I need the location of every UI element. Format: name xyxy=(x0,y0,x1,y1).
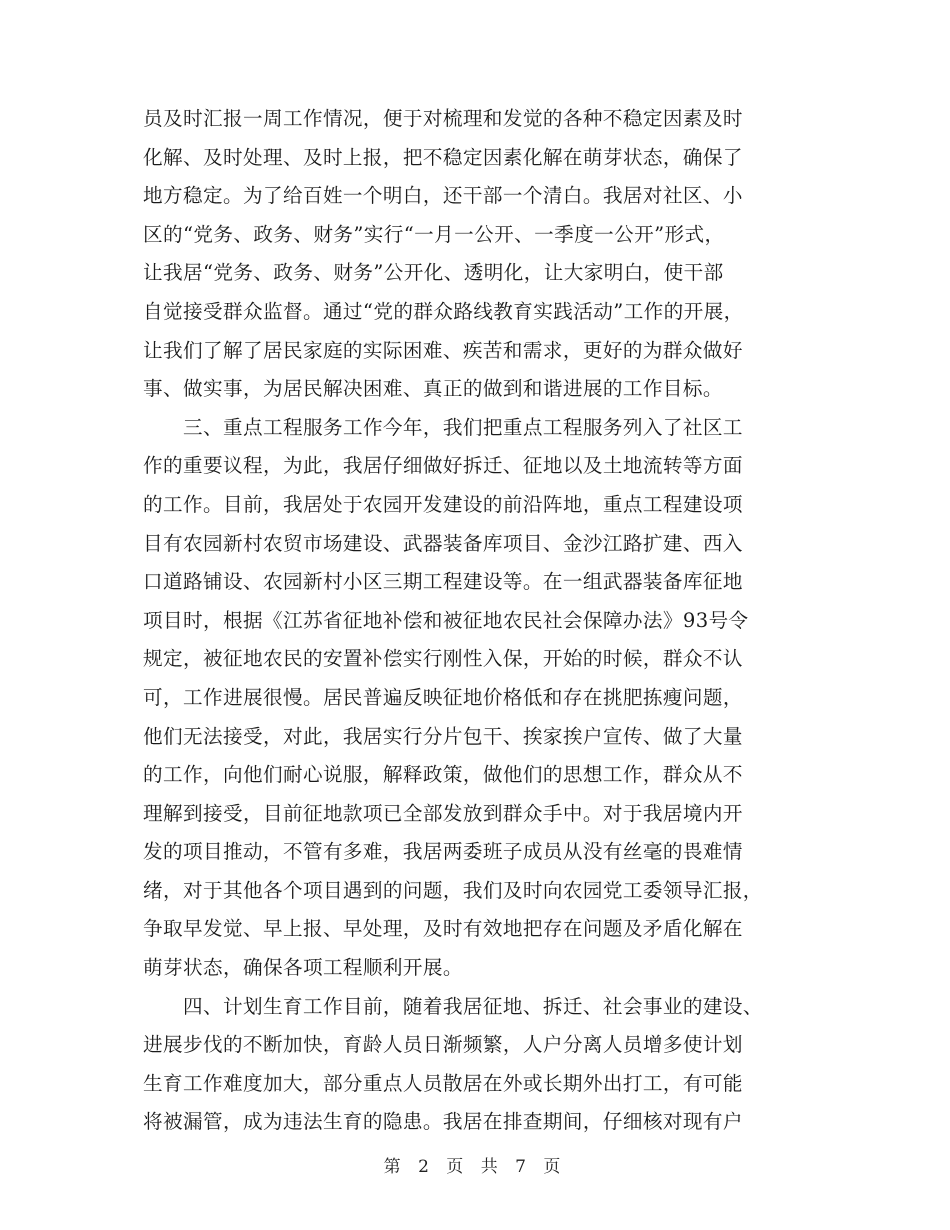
text-line: 事、做实事，为居民解决困难、真正的做到和谐进展的工作目标。 xyxy=(143,377,723,401)
text-line: 目有农园新村农贸市场建设、武器装备库项目、金沙江路扩建、西入 xyxy=(143,531,743,555)
text-line: 自觉接受群众监督。通过“党的群众路线教育实践活动”工作的开展， xyxy=(143,299,744,323)
text-line: 萌芽状态，确保各项工程顺利开展。 xyxy=(143,956,463,980)
text-line: 可，工作进展很慢。居民普遍反映征地价格低和存在挑肥拣瘦问题， xyxy=(143,685,743,709)
text-line: 争取早发觉、早上报、早处理，及时有效地把存在问题及矛盾化解在 xyxy=(143,917,743,941)
section-heading-line: 四、计划生育工作目前，随着我居征地、拆迁、社会事业的建设、 xyxy=(183,994,763,1018)
text-line: 他们无法接受，对此，我居实行分片包干、挨家挨户宣传、做了大量 xyxy=(143,724,743,748)
text-line: 发的项目推动，不管有多难，我居两委班子成员从没有丝毫的畏难情 xyxy=(143,840,743,864)
text-line: 让我居“党务、政务、财务”公开化、透明化，让大家明白，使干部 xyxy=(143,261,724,285)
text-line: 的工作，向他们耐心说服，解释政策，做他们的思想工作，群众从不 xyxy=(143,763,743,787)
text-line: 地方稳定。为了给百姓一个明白，还干部一个清白。我居对社区、小 xyxy=(143,184,743,208)
text-line: 将被漏管，成为违法生育的隐患。我居在排查期间，仔细核对现有户 xyxy=(143,1110,743,1134)
text-line: 进展步伐的不断加快，育龄人员日渐频繁，人户分离人员增多使计划 xyxy=(143,1033,743,1057)
text-line: 员及时汇报一周工作情况，便于对梳理和发觉的各种不稳定因素及时 xyxy=(143,107,743,130)
text-line: 的工作。目前，我居处于农园开发建设的前沿阵地，重点工程建设项 xyxy=(143,492,743,516)
section-heading-line: 三、重点工程服务工作今年，我们把重点工程服务列入了社区工 xyxy=(183,415,743,439)
text-line: 规定，被征地农民的安置补偿实行刚性入保，开始的时候，群众不认 xyxy=(143,647,743,671)
text-line: 口道路铺设、农园新村小区三期工程建设等。在一组武器装备库征地 xyxy=(143,570,743,594)
page-number-footer: 第 2 页 共 7 页 xyxy=(383,1157,567,1177)
document-body xyxy=(143,100,811,1142)
text-line: 让我们了解了居民家庭的实际困难、疾苦和需求，更好的为群众做好 xyxy=(143,338,743,362)
text-line: 项目时，根据《江苏省征地补偿和被征地农民社会保障办法》93号令 xyxy=(143,608,749,632)
text-line: 绪，对于其他各个项目遇到的问题，我们及时向农园党工委领导汇报， xyxy=(143,878,763,902)
text-line: 化解、及时处理、及时上报，把不稳定因素化解在萌芽状态，确保了 xyxy=(143,145,743,169)
text-line: 区的“党务、政务、财务”实行“一月一公开、一季度一公开”形式， xyxy=(143,222,725,246)
text-line: 生育工作难度加大，部分重点人员散居在外或长期外出打工，有可能 xyxy=(143,1071,743,1095)
text-line: 理解到接受，目前征地款项已全部发放到群众手中。对于我居境内开 xyxy=(143,801,743,825)
text-line: 作的重要议程，为此，我居仔细做好拆迁、征地以及土地流转等方面 xyxy=(143,454,743,478)
